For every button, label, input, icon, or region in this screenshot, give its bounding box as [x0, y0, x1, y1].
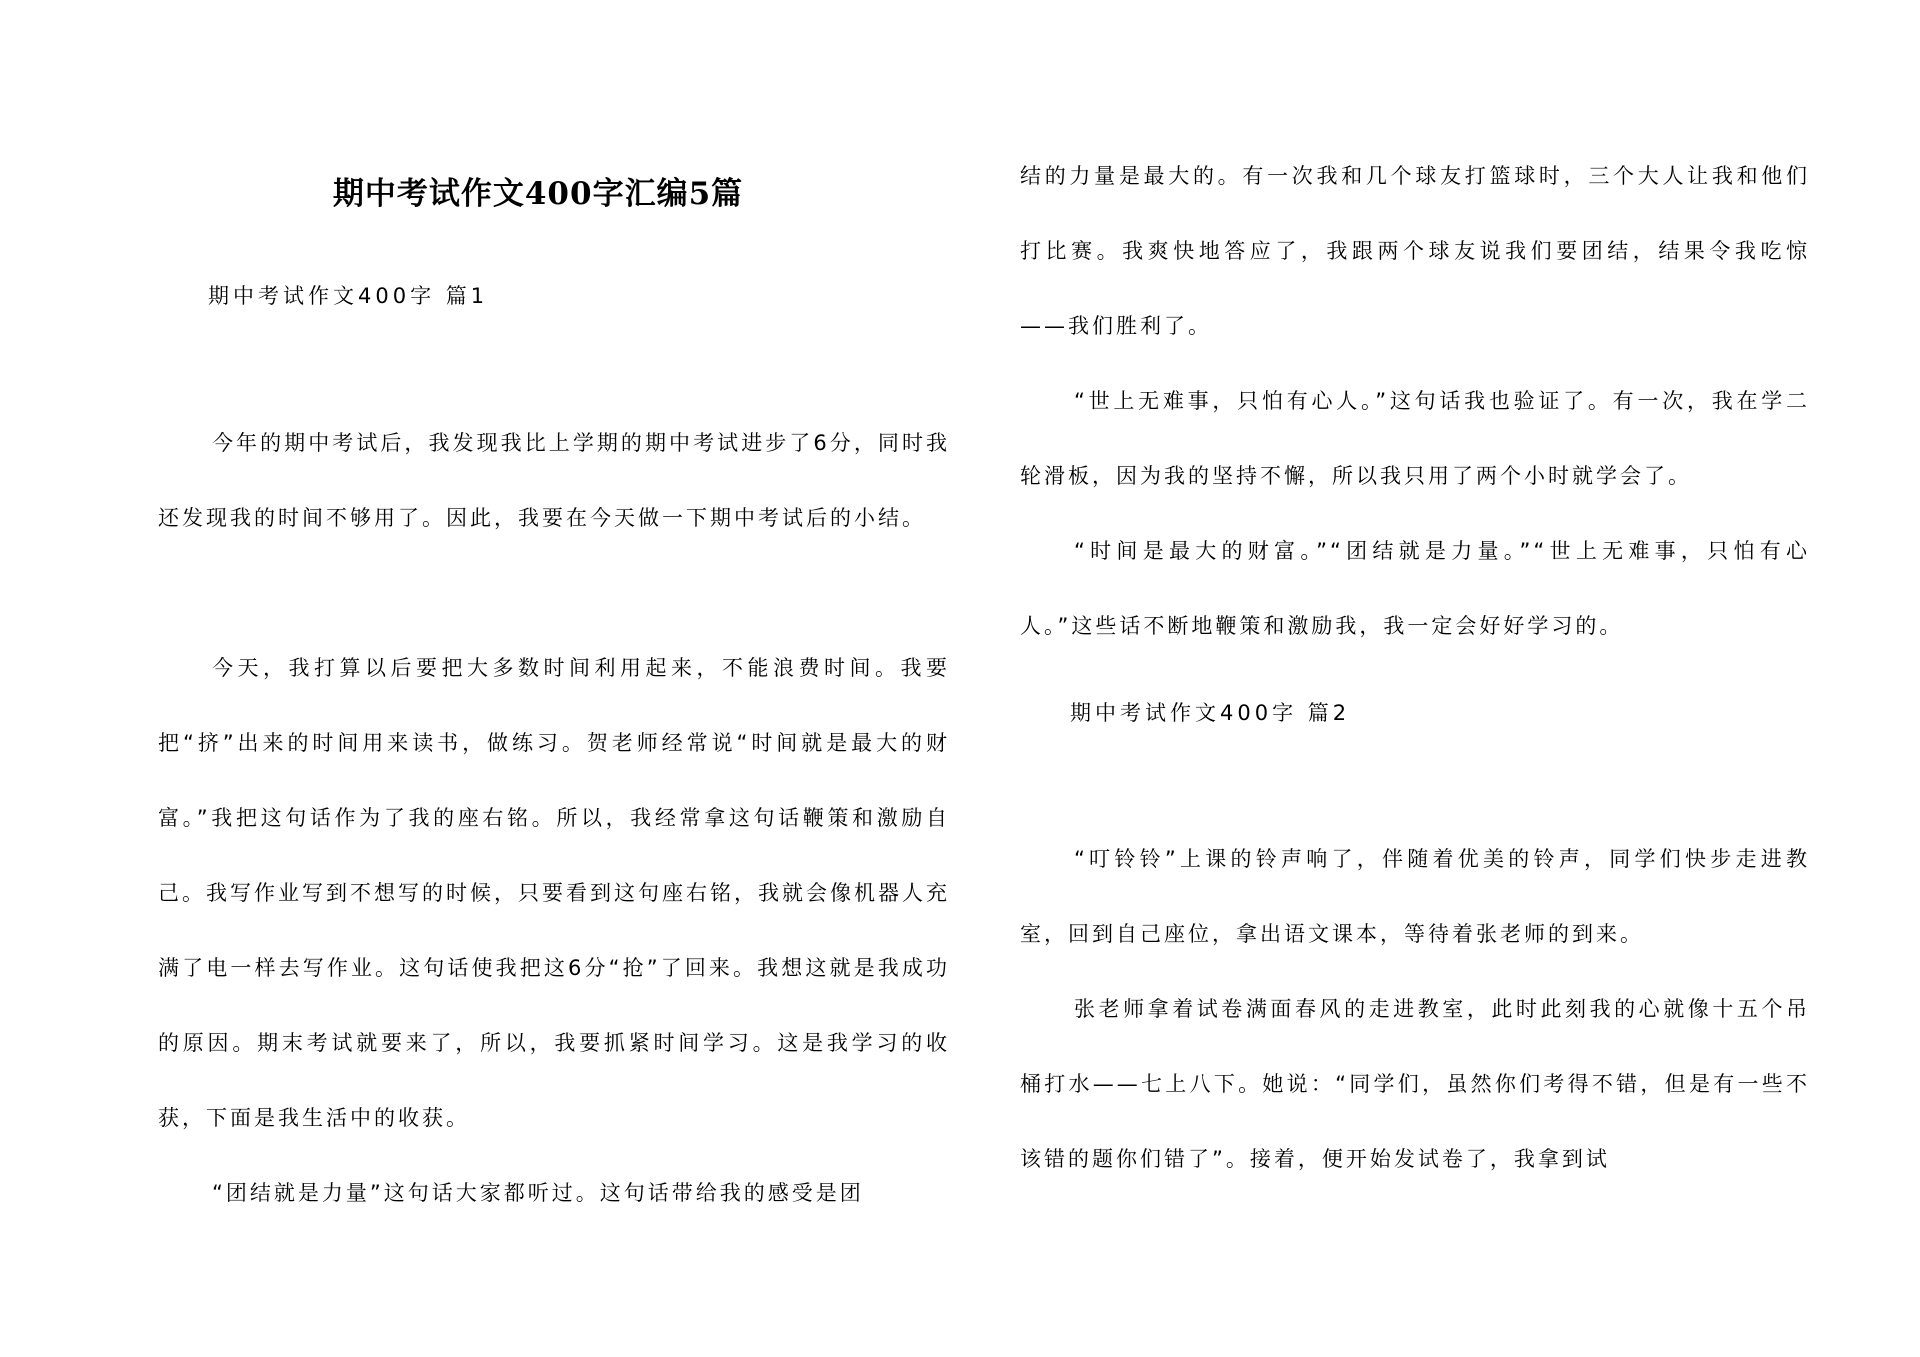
section-heading-1: 期中考试作文400字 篇1	[208, 284, 489, 308]
document-title: 期中考试作文400字汇编5篇	[332, 176, 744, 212]
paragraph: “时间是最大的财富。”“团结就是力量。”“世上无难事，只怕有心人。”这些话不断地鞭策和激励我，我一定会好好学习的。	[1020, 539, 1810, 638]
section-heading-2: 期中考试作文400字 篇2	[1070, 701, 1351, 725]
paragraph-continued: 结的力量是最大的。有一次我和几个球友打篮球时，三个大人让我和他们打比赛。我爽快地答应了，我跟两个球友说我们要团结，结果令我吃惊——我们胜利了。	[1020, 164, 1810, 338]
paragraph: 今年的期中考试后，我发现我比上学期的期中考试进步了6分，同时我还发现我的时间不够用了。因此，我要在今天做一下期中考试后的小结。	[158, 431, 950, 530]
paragraph: 张老师拿着试卷满面春风的走进教室，此时此刻我的心就像十五个吊桶打水——七上八下。她说：“同学们，虽然你们考得不错，但是有一些不该错的题你们错了”。接着，便开始发试卷了，我拿到试	[1020, 997, 1810, 1171]
paragraph: 今天，我打算以后要把大多数时间利用起来，不能浪费时间。我要把“挤”出来的时间用来读书，做练习。贺老师经常说“时间就是最大的财富。”我把这句话作为了我的座右铭。所以，我经常拿这句话鞭策和激励自己。我写作业写到不想写的时候，只要看到这句座右铭，我就会像机器人充满了电一样去写作业。这句话使我把这6分“抢”了回来。我想这就是我成功的原因。期末考试就要来了，所以，我要抓紧时间学习。这是我学习的收获，下面是我生活中的收获。	[158, 656, 950, 1130]
paragraph: “团结就是力量”这句话大家都听过。这句话带给我的感受是团	[212, 1181, 864, 1205]
paragraph: “叮铃铃”上课的铃声响了，伴随着优美的铃声，同学们快步走进教室，回到自己座位，拿出语文课本，等待着张老师的到来。	[1020, 847, 1810, 946]
paragraph: “世上无难事，只怕有心人。”这句话我也验证了。有一次，我在学二轮滑板，因为我的坚持不懈，所以我只用了两个小时就学会了。	[1020, 389, 1810, 488]
